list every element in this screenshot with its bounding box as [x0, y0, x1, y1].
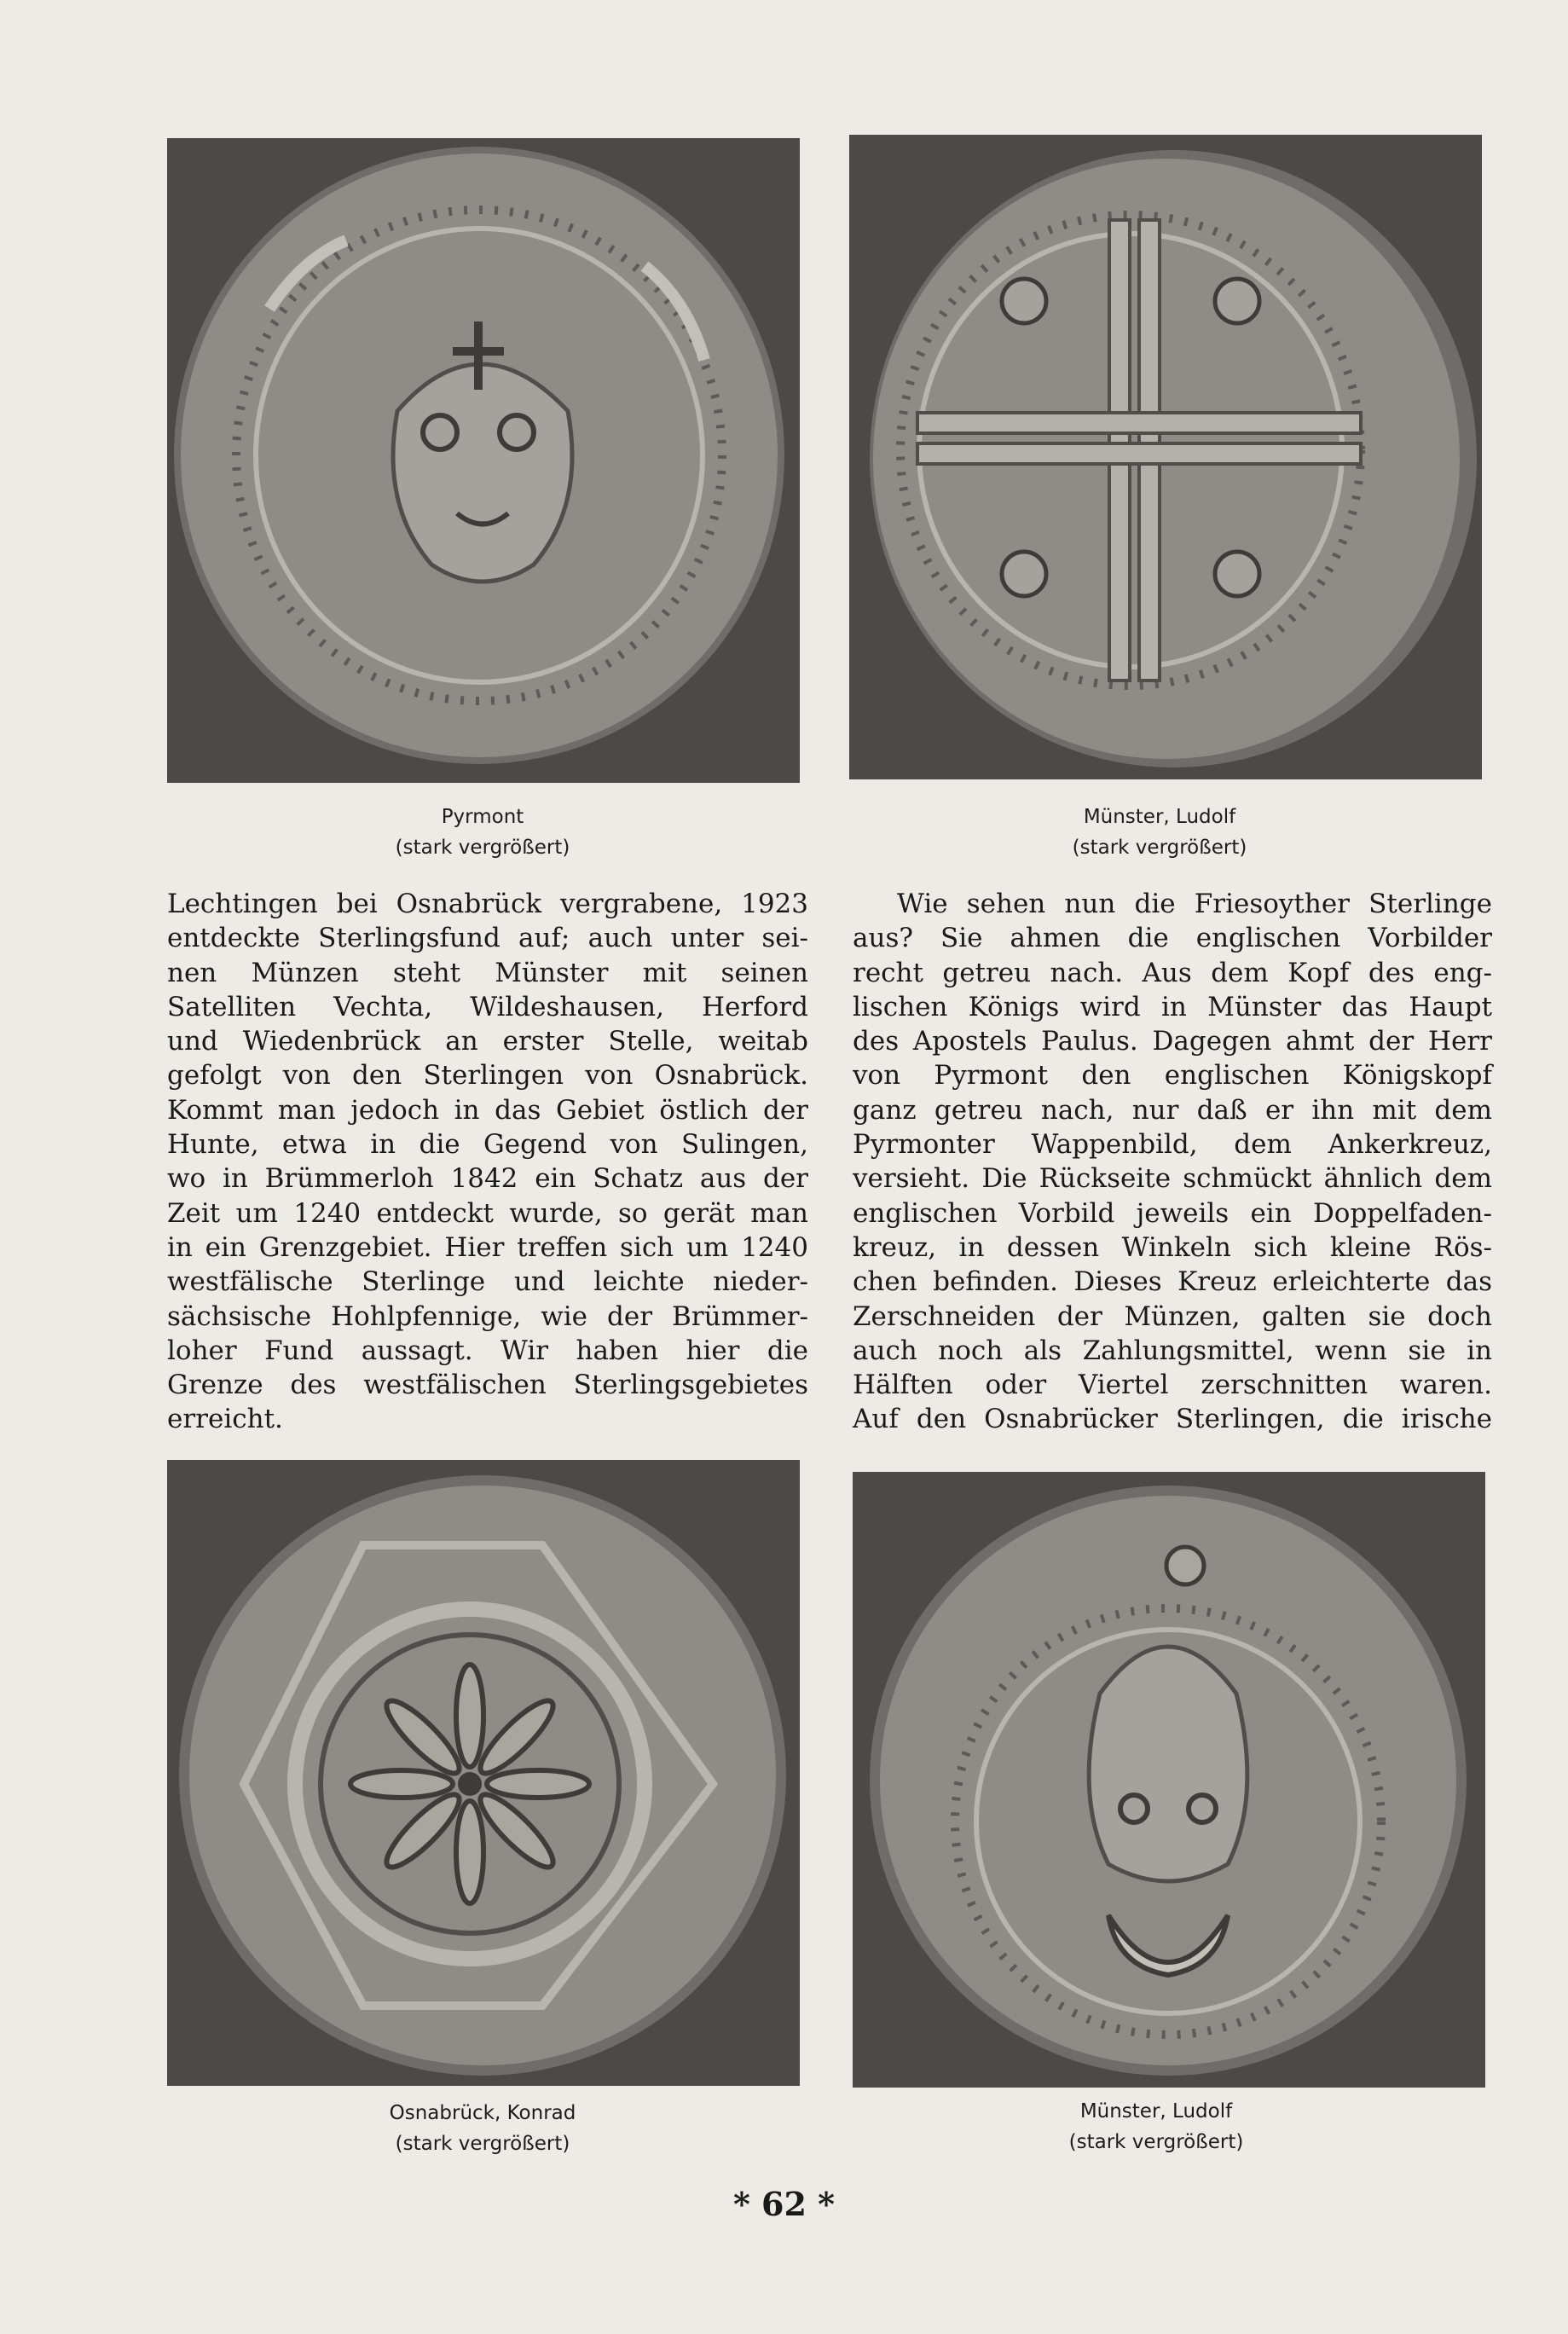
coin-wheel-illustration: [167, 1460, 800, 2086]
caption-title: Münster, Ludolf: [1083, 806, 1236, 828]
text-line: Lechtingen bei Osnabrück vergrabene, 1923: [167, 889, 808, 919]
text-line: lischen Königs wird in Münster das Haupt: [853, 991, 1492, 1022]
coin-cross-illustration: [849, 135, 1482, 779]
text-line: auch noch als Zahlungsmittel, wenn sie in: [853, 1335, 1492, 1366]
text-line: Grenze des westfälischen Sterlingsgebietes: [167, 1370, 808, 1401]
coin-head-illustration: [853, 1472, 1485, 2088]
photo-muenster-ludolf-head-coin: [853, 1472, 1485, 2088]
caption-muenster-ludolf-head: [1011, 2096, 1301, 2157]
text-line: Satelliten Vechta, Wildeshausen, Herford: [167, 991, 808, 1022]
text-line: Kommt man jedoch in das Gebiet östlich der: [167, 1094, 808, 1126]
photo-osnabrueck-konrad-coin: [167, 1460, 800, 2086]
text-line: entdeckte Sterlingsfund auf; auch unter sei-: [167, 923, 808, 954]
caption-note: (stark vergrößert): [1068, 2131, 1244, 2153]
text-line: sächsische Hohlpfennige, wie der Brümmer-: [167, 1300, 808, 1332]
caption-pyrmont: [338, 802, 628, 863]
text-line: erreicht.: [167, 1404, 283, 1435]
caption-note: (stark vergrößert): [395, 837, 570, 859]
caption-title: Pyrmont: [441, 806, 524, 828]
text-line: Hälften oder Viertel zerschnitten waren.: [853, 1370, 1492, 1401]
text-line: versieht. Die Rückseite schmückt ähnlich dem: [853, 1163, 1492, 1195]
caption-muenster-ludolf-cross: [1015, 802, 1305, 863]
text-column-right: [853, 887, 1492, 1437]
caption-title: Osnabrück, Konrad: [389, 2102, 576, 2124]
text-line: Pyrmonter Wappenbild, dem Ankerkreuz,: [853, 1129, 1492, 1161]
text-line: des Apostels Paulus. Dagegen ahmt der Herr: [853, 1026, 1492, 1057]
text-line: recht getreu nach. Aus dem Kopf des eng-: [853, 957, 1492, 988]
text-line: westfälische Sterlinge und leichte nieder-: [167, 1266, 808, 1298]
text-line: und Wiedenbrück an erster Stelle, weitab: [167, 1026, 808, 1057]
text-line: chen befinden. Dieses Kreuz erleichterte das: [853, 1266, 1492, 1298]
text-line: nen Münzen steht Münster mit seinen: [167, 957, 808, 988]
photo-pyrmont-coin: [167, 138, 800, 783]
text-line: Hunte, etwa in die Gegend von Sulingen,: [167, 1129, 808, 1161]
text-line: Wie sehen nun die Friesoyther Sterlinge: [897, 889, 1492, 919]
text-line: in ein Grenzgebiet. Hier treffen sich um 1240: [167, 1231, 808, 1263]
paragraph-left: [167, 887, 808, 1437]
text-line: Zerschneiden der Münzen, galten sie doch: [853, 1300, 1492, 1332]
text-line: Zeit um 1240 entdeckt wurde, so gerät man: [167, 1197, 808, 1229]
text-line: ganz getreu nach, nur daß er ihn mit dem: [853, 1094, 1492, 1126]
paragraph-right: [853, 887, 1492, 1437]
coin-pyrmont-illustration: [167, 138, 800, 783]
caption-title: Münster, Ludolf: [1079, 2100, 1233, 2123]
text-line: englischen Vorbild jeweils ein Doppelfaden-: [853, 1197, 1492, 1229]
text-line: aus? Sie ahmen die englischen Vorbilder: [853, 923, 1492, 954]
text-line: Auf den Osnabrücker Sterlingen, die irische: [853, 1404, 1492, 1435]
photo-muenster-ludolf-cross-coin: [849, 135, 1482, 779]
page-number: * 62 *: [732, 2185, 836, 2223]
text-line: von Pyrmont den englischen Königskopf: [853, 1060, 1492, 1092]
text-line: wo in Brümmerloh 1842 ein Schatz aus der: [167, 1163, 808, 1195]
caption-note: (stark vergrößert): [1072, 837, 1247, 859]
caption-note: (stark vergrößert): [395, 2133, 570, 2155]
text-column-left: [167, 887, 808, 1437]
text-line: loher Fund aussagt. Wir haben hier die: [167, 1335, 808, 1366]
caption-osnabrueck-konrad: [338, 2098, 628, 2159]
text-line: kreuz, in dessen Winkeln sich kleine Rös-: [853, 1231, 1492, 1263]
text-line: gefolgt von den Sterlingen von Osnabrück.: [167, 1060, 808, 1092]
